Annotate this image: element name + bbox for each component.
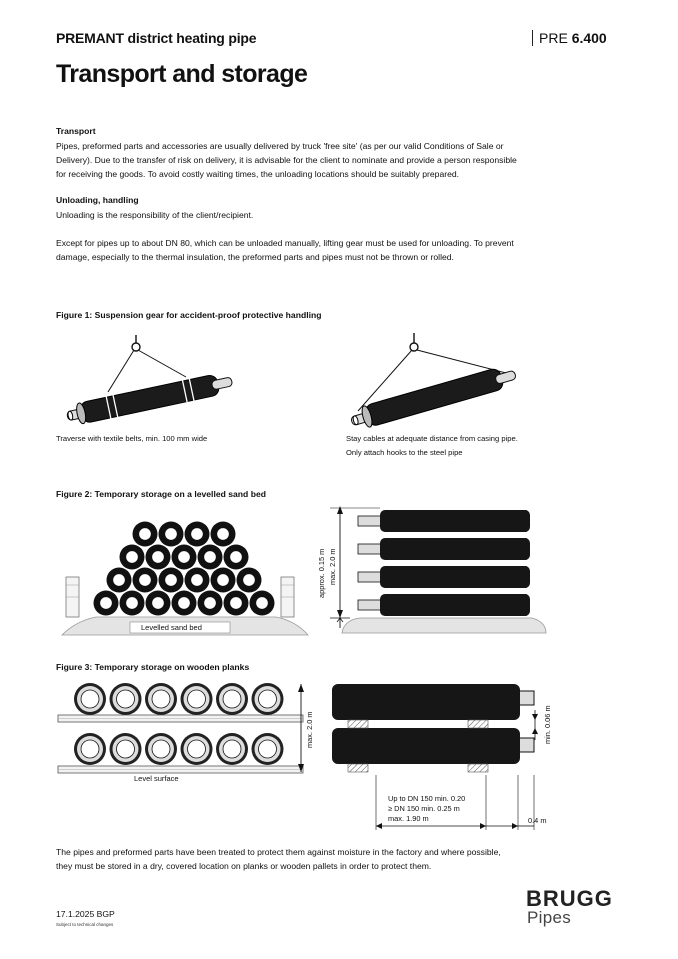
- stored-pipe-end: [250, 591, 275, 616]
- stored-pipe-end: [198, 545, 223, 570]
- stored-pipe-end: [133, 568, 158, 593]
- unloading-line: Except for pipes up to about DN 80, which can be unloaded manually, lifting gear must be used for unloading. To prevent: [56, 238, 514, 248]
- plank-pipe-end: [145, 683, 177, 715]
- plank-pipe-end: [252, 733, 284, 765]
- level-surface-label: Level surface: [134, 774, 179, 783]
- stored-pipe-side: [358, 566, 530, 588]
- document-reference-number: 6.400: [571, 30, 607, 46]
- plank-pipe-end: [74, 733, 106, 765]
- stored-pipe-end: [211, 568, 236, 593]
- stored-pipe-end: [172, 591, 197, 616]
- stored-pipe-end: [159, 568, 184, 593]
- sand-bed-label: Levelled sand bed: [141, 623, 202, 632]
- stored-pipe-side: [358, 594, 530, 616]
- figure3-note-3: max. 1.90 m: [388, 814, 429, 823]
- plank-pipe-end: [110, 683, 142, 715]
- stored-pipe-end: [146, 545, 171, 570]
- figure1-right-label: [346, 432, 518, 459]
- figure3-planks-front-view: [56, 680, 321, 790]
- figure3-caption: Figure 3: Temporary storage on wooden planks: [56, 662, 250, 672]
- stored-pipe-end: [224, 591, 249, 616]
- stored-pipe-end: [146, 591, 171, 616]
- figure1-right-label-line: Only attach hooks to the steel pipe: [346, 447, 463, 457]
- stored-pipe-end: [159, 522, 184, 547]
- stored-pipe-end: [198, 591, 223, 616]
- stored-pipe-end: [211, 522, 236, 547]
- plank-pipe-end: [216, 683, 248, 715]
- unloading-line-1: Unloading is the responsibility of the client/recipient.: [56, 210, 254, 220]
- page-title: Transport and storage: [56, 60, 308, 88]
- document-reference: [532, 30, 607, 46]
- unloading-paragraph: [56, 236, 536, 264]
- figure1-caption: Figure 1: Suspension gear for accident-proof protective handling: [56, 310, 322, 320]
- footer-date: 17.1.2025 BGP: [56, 909, 115, 919]
- stored-pipe-end: [94, 591, 119, 616]
- brugg-logo: BRUGG: [526, 886, 613, 911]
- document-reference-prefix: PRE: [539, 30, 568, 46]
- plank-pipe-end: [216, 733, 248, 765]
- stored-pipe-end: [120, 545, 145, 570]
- figure3-note-2: ≥ DN 150 min. 0.25 m: [388, 804, 460, 813]
- closing-line: they must be stored in a dry, covered location on planks or wooden pallets in order to protect them.: [56, 861, 432, 871]
- figure2-stack-side-view: [300, 500, 550, 640]
- figure1-hook-illustration: [342, 325, 542, 430]
- transport-paragraph: [56, 139, 536, 181]
- brugg-logo-sub: Pipes: [527, 908, 572, 927]
- figure3-planks-side-view: [328, 680, 568, 835]
- closing-line: The pipes and preformed parts have been treated to protect them against moisture in the factory and where possible,: [56, 847, 501, 857]
- unloading-heading: Unloading, handling: [56, 195, 139, 205]
- plank-pipe-end: [110, 733, 142, 765]
- stored-pipe-end: [172, 545, 197, 570]
- stored-pipe-end: [237, 568, 262, 593]
- stored-pipe-end: [224, 545, 249, 570]
- plank-pipe-end: [145, 733, 177, 765]
- footer-note: Subject to technical changes: [56, 922, 114, 927]
- stored-pipe-side: [358, 538, 530, 560]
- stored-pipe-end: [185, 568, 210, 593]
- unloading-line: damage, especially to the thermal insulation, the preformed parts and pipes must not be thrown or rolled.: [56, 252, 454, 262]
- figure3-min-dimension: min. 0.06 m: [543, 705, 552, 744]
- figure2-approx-dimension: approx. 0.15 m: [317, 548, 326, 598]
- figure2-max-dimension: max. 2.0 m: [328, 548, 337, 585]
- plank-pipe-end: [181, 683, 213, 715]
- stored-pipe-end: [133, 522, 158, 547]
- figure1-traverse-illustration: [56, 325, 256, 430]
- transport-line: Delivery). Due to the transfer of risk on delivery, it is advisable for the client to nominate and provide a person responsible: [56, 155, 517, 165]
- stored-pipe-end: [107, 568, 132, 593]
- figure3-max-dimension: max. 2.0 m: [305, 711, 314, 748]
- figure2-stack-front-view: [56, 505, 321, 640]
- figure1-left-label: Traverse with textile belts, min. 100 mm wide: [56, 434, 208, 443]
- transport-line: for receiving the goods. To avoid costly waiting times, the unloading locations should be suitably prepared.: [56, 169, 460, 179]
- transport-line: Pipes, preformed parts and accessories are usually delivered by truck 'free site' (as per our valid Conditions of Sale or: [56, 141, 504, 151]
- stored-pipe-end: [120, 591, 145, 616]
- document-series-title: PREMANT district heating pipe: [56, 30, 257, 46]
- plank-pipe-end: [74, 683, 106, 715]
- plank-pipe-end: [252, 683, 284, 715]
- figure2-caption: Figure 2: Temporary storage on a levelled sand bed: [56, 489, 266, 499]
- stored-pipe-side: [358, 510, 530, 532]
- transport-heading: Transport: [56, 126, 96, 136]
- plank-pipe-end: [181, 733, 213, 765]
- closing-paragraph: [56, 845, 556, 873]
- stored-pipe-end: [185, 522, 210, 547]
- figure3-overhang-dimension: 0.4 m: [528, 816, 547, 825]
- figure3-note-1: Up to DN 150 min. 0.20: [388, 794, 466, 803]
- figure1-right-label-line: Stay cables at adequate distance from casing pipe.: [346, 434, 518, 443]
